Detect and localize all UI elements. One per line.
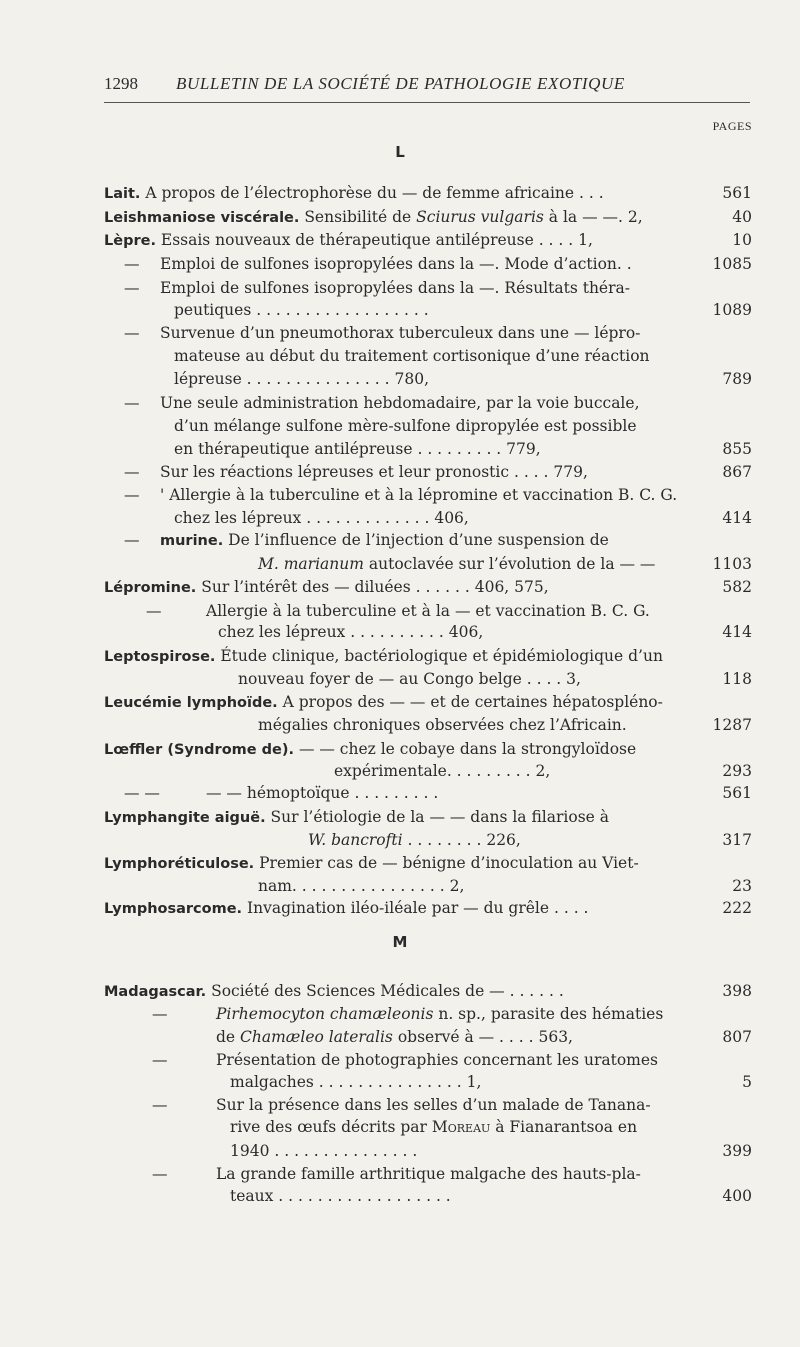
index-entry-line [0, 852, 800, 875]
entry-body: — — hémoptoïque . . . . . . . . . [206, 784, 439, 802]
index-entry-line [0, 1185, 800, 1208]
entry-body: Premier cas de — bénigne d’inoculation au Viet- [254, 854, 639, 872]
entry-text [174, 299, 429, 322]
index-entry-line [0, 1003, 800, 1026]
entry-text [104, 229, 593, 253]
index-entry-line [0, 229, 800, 252]
page-reference: 398 [722, 982, 752, 1000]
entry-text [230, 1116, 637, 1139]
entry-body: A propos des — — et de certaines hépatospléno- [277, 693, 663, 711]
entry-heading: Lèpre. [104, 233, 156, 249]
index-entry-line [0, 576, 800, 599]
entry-body: en thérapeutique antilépreuse . . . . . . . . . 779, [174, 440, 541, 458]
entry-heading: Lait. [104, 186, 141, 202]
entry-body: 1940 . . . . . . . . . . . . . . . [230, 1142, 418, 1160]
entry-body: Sur l’étiologie de la — — dans la filariose à [265, 808, 609, 826]
entry-body: Emploi de sulfones isopropylées dans la —. Mode d’action. . [160, 255, 632, 273]
entry-text [230, 1185, 451, 1208]
index-entry-line [0, 897, 800, 920]
index-entry-line [0, 253, 800, 276]
entry-text [216, 1163, 641, 1186]
entry-body: rive des œufs décrits par [230, 1118, 432, 1136]
entry-body-cont: autoclavée sur l’évolution de la — — [363, 555, 656, 573]
page-reference: 1287 [712, 716, 752, 734]
entry-text [334, 760, 550, 783]
pages-column-label: PAGES [712, 119, 752, 133]
entry-text [174, 438, 541, 461]
page-number: 1298 [104, 74, 138, 93]
page-reference: 867 [722, 463, 752, 481]
entry-body: Présentation de photographies concernant les uratomes [216, 1051, 658, 1069]
entry-body-cont: n. sp., parasite des hématies [433, 1005, 664, 1023]
entry-text [104, 182, 604, 206]
entry-text [104, 852, 639, 876]
page-reference: 23 [732, 877, 752, 895]
entry-text [104, 897, 588, 921]
entry-italic: W. bancrofti [308, 831, 403, 849]
entry-body: d’un mélange sulfone mère-sulfone dipropylée est possible [174, 417, 637, 435]
entry-body: Allergie à la tuberculine et à la — et vaccination B. C. G. [206, 602, 650, 620]
entry-text [104, 691, 663, 715]
entry-text [104, 645, 663, 669]
entry-text [258, 553, 655, 576]
entry-heading: Lymphoréticulose. [104, 856, 255, 872]
index-entry-line [0, 553, 800, 576]
entry-body: expérimentale. . . . . . . . . 2, [334, 762, 551, 780]
page-reference: 222 [722, 899, 752, 917]
ditto-dash: — [124, 324, 140, 342]
index-entry-line [0, 368, 800, 391]
entry-body: Une seule administration hebdomadaire, par la voie buccale, [160, 394, 640, 412]
entry-text [216, 1003, 663, 1026]
page-reference: 118 [722, 670, 752, 688]
ditto-dash: — [152, 1165, 168, 1183]
entry-body: La grande famille arthritique malgache des hauts-pla- [216, 1165, 641, 1183]
entry-text [258, 714, 627, 737]
entry-text [104, 576, 549, 600]
entry-text [230, 1140, 417, 1163]
page-reference: 400 [722, 1187, 752, 1205]
entry-body: malgaches . . . . . . . . . . . . . . . 1, [230, 1073, 482, 1091]
section-letter-m: M [392, 933, 408, 951]
page-reference: 293 [722, 762, 752, 780]
ditto-dash: — [124, 394, 140, 412]
entry-text [218, 621, 483, 644]
index-entry-line [0, 438, 800, 461]
ditto-dash: — [152, 1005, 168, 1023]
entry-text [160, 529, 609, 553]
entry-text [216, 1094, 651, 1117]
entry-body: Emploi de sulfones isopropylées dans la —. Résultats théra- [160, 279, 630, 297]
entry-text [160, 322, 640, 345]
index-entry-line [0, 182, 800, 205]
ditto-dash: — [152, 1051, 168, 1069]
ditto-dash: — — [124, 784, 160, 802]
index-entry-line [0, 1163, 800, 1186]
page-reference: 399 [722, 1142, 752, 1160]
entry-body: nam. . . . . . . . . . . . . . . . 2, [258, 877, 465, 895]
page-reference: 1085 [712, 255, 752, 273]
page-reference: 789 [722, 370, 752, 388]
entry-text [230, 1071, 481, 1094]
page-reference: 414 [722, 623, 752, 641]
index-entry-line [0, 1071, 800, 1094]
page-reference: 5 [742, 1073, 752, 1091]
entry-text [308, 829, 521, 852]
page-reference: 10 [732, 231, 752, 249]
entry-heading: Leishmaniose viscérale. [104, 210, 300, 226]
entry-body: teaux . . . . . . . . . . . . . . . . . . [230, 1187, 451, 1205]
entry-heading: Madagascar. [104, 984, 207, 1000]
running-title: BULLETIN DE LA SOCIÉTÉ DE PATHOLOGIE EXOTIQUE [176, 74, 625, 93]
ditto-dash: — [124, 279, 140, 297]
entry-body: peutiques . . . . . . . . . . . . . . . . . . [174, 301, 429, 319]
entry-text [160, 277, 630, 300]
ditto-dash: — [146, 602, 162, 620]
index-entry-line [0, 600, 800, 623]
entry-text [174, 368, 429, 391]
page-reference: 561 [722, 784, 752, 802]
index-entry-line [0, 1140, 800, 1163]
entry-text [174, 345, 650, 368]
entry-body-cont: à la — —. 2, [543, 208, 643, 226]
entry-body: lépreuse . . . . . . . . . . . . . . . 780, [174, 370, 429, 388]
entry-text [104, 738, 636, 762]
entry-body: mateuse au début du traitement cortisonique d’une réaction [174, 347, 650, 365]
entry-text [216, 1049, 658, 1072]
entry-heading: Lymphosarcome. [104, 901, 243, 917]
index-entry-line [0, 299, 800, 322]
page-reference: 807 [722, 1028, 752, 1046]
index-entry-line [0, 507, 800, 530]
index-entry-line [0, 621, 800, 644]
entry-text [206, 782, 438, 805]
index-entry-line [0, 1094, 800, 1117]
page-reference: 582 [722, 578, 752, 596]
index-entry-line [0, 760, 800, 783]
entry-body: ' Allergie à la tuberculine et à la lépromine et vaccination B. C. G. [160, 486, 678, 504]
entry-text [104, 206, 643, 230]
entry-heading: murine. [160, 533, 224, 549]
entry-text [258, 875, 464, 898]
entry-heading: Lymphangite aiguë. [104, 810, 266, 826]
entry-heading: Leucémie lymphoïde. [104, 695, 278, 711]
entry-body: Invagination iléo-iléale par — du grêle . . . . [242, 899, 589, 917]
index-entry-line [0, 529, 800, 552]
entry-body-cont: . . . . . . . . 226, [402, 831, 521, 849]
section-letter-l: L [395, 143, 405, 161]
index-entry-line [0, 782, 800, 805]
index-entry-line [0, 322, 800, 345]
index-entry-line [0, 829, 800, 852]
entry-italic: Pirhemocyton chamæleonis [216, 1005, 434, 1023]
page-reference: 40 [732, 208, 752, 226]
index-entry-line [0, 1026, 800, 1049]
ditto-dash: — [124, 486, 140, 504]
entry-body: Sensibilité de [299, 208, 417, 226]
entry-body: de [216, 1028, 241, 1046]
entry-body: nouveau foyer de — au Congo belge . . . . 3, [238, 670, 581, 688]
entry-body: A propos de l’électrophorèse du — de femme africaine . . . [140, 184, 604, 202]
entry-body: Étude clinique, bactériologique et épidémiologique d’un [215, 647, 663, 665]
entry-body: mégalies chroniques observées chez l’Africain. [258, 716, 627, 734]
page-reference: 561 [722, 184, 752, 202]
index-entry-line [0, 645, 800, 668]
entry-text [174, 507, 469, 530]
entry-text [104, 806, 609, 830]
page-reference: 1103 [712, 555, 752, 573]
page-reference: 317 [722, 831, 752, 849]
entry-body: chez les lépreux . . . . . . . . . . . . . 406, [174, 509, 469, 527]
entry-body: Société des Sciences Médicales de — . . . . . . [206, 982, 564, 1000]
entry-body-cont: observé à — . . . . 563, [392, 1028, 573, 1046]
entry-heading: Lœffler (Syndrome de). [104, 742, 295, 758]
entry-text [104, 980, 564, 1004]
entry-text [238, 668, 581, 691]
ditto-dash: — [124, 531, 140, 549]
entry-body: Sur la présence dans les selles d’un malade de Tanana- [216, 1096, 651, 1114]
entry-heading: Lépromine. [104, 580, 197, 596]
entry-italic: Chamæleo lateralis [240, 1028, 393, 1046]
index-entry-line [0, 415, 800, 438]
entry-text [160, 253, 632, 276]
page-reference: 414 [722, 509, 752, 527]
entry-heading: Leptospirose. [104, 649, 216, 665]
ditto-dash: — [124, 255, 140, 273]
index-entry-line [0, 345, 800, 368]
entry-body: Survenue d’un pneumothorax tuberculeux dans une — lépro- [160, 324, 641, 342]
entry-body-cont: à Fianarantsoa en [490, 1118, 638, 1136]
author-name: Moreau [431, 1118, 491, 1136]
entry-body: De l’influence de l’injection d’une suspension de [223, 531, 609, 549]
index-entry-line [0, 461, 800, 484]
entry-text [160, 392, 640, 415]
entry-text [216, 1026, 573, 1049]
page-reference: 855 [722, 440, 752, 458]
entry-body: — — chez le cobaye dans la strongyloïdose [294, 740, 637, 758]
index-entry-line [0, 875, 800, 898]
index-entry-line [0, 484, 800, 507]
entry-body: Sur les réactions lépreuses et leur pronostic . . . . 779, [160, 463, 588, 481]
page-reference: 1089 [712, 301, 752, 319]
index-entry-line [0, 277, 800, 300]
entry-italic: Sciurus vulgaris [416, 208, 544, 226]
index-entry-line [0, 668, 800, 691]
index-entry-line [0, 1116, 800, 1139]
index-entry-line [0, 738, 800, 761]
entry-text [160, 484, 677, 507]
entry-body: Sur l’intérêt des — diluées . . . . . . 406, 575, [196, 578, 549, 596]
entry-italic: M. marianum [258, 555, 364, 573]
ditto-dash: — [152, 1096, 168, 1114]
entry-text [160, 461, 588, 484]
entry-text [206, 600, 650, 623]
entry-body: Essais nouveaux de thérapeutique antilépreuse . . . . 1, [155, 231, 593, 249]
index-entry-line [0, 1049, 800, 1072]
index-entry-line [0, 691, 800, 714]
index-entry-line [0, 714, 800, 737]
entry-text [174, 415, 637, 438]
index-entry-line [0, 806, 800, 829]
entry-body: chez les lépreux . . . . . . . . . . 406, [218, 623, 484, 641]
ditto-dash: — [124, 463, 140, 481]
index-entry-line [0, 392, 800, 415]
index-entry-line [0, 980, 800, 1003]
index-entry-line [0, 206, 800, 229]
